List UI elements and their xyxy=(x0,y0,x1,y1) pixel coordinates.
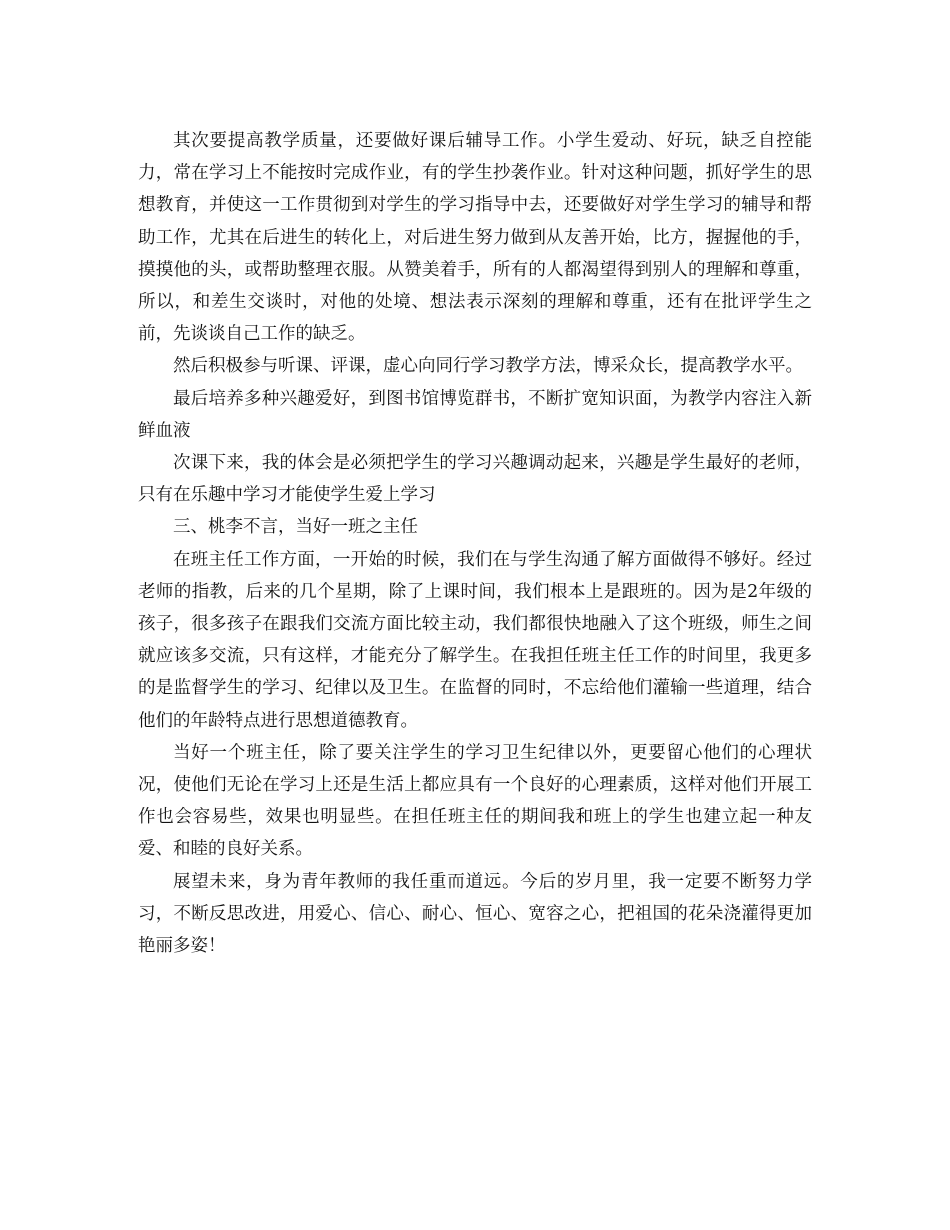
paragraph-teaching-reflection: 次课下来，我的体会是必须把学生的学习兴趣调动起来，兴趣是学生最好的老师，只有在乐趣中学习才能使学生爱上学习 xyxy=(138,453,812,506)
paragraph-class-teacher-work: 在班主任工作方面，一开始的时候，我们在与学生沟通了解方面做得不够好。经过老师的指教，后来的几个星期，除了上课时间，我们根本上是跟班的。因为是2年级的孩子，很多孩子在跟我们交流方面比较主动，我们都很快地融入了这个班级，师生之间就应该多交流，只有这样，才能充分了解学生。在我担任班主任工作的时间里，我更多的是监督学生的学习、纪律以及卫生。在监督的同时，不忘给他们灌输一些道理，结合他们的年龄特点进行思想道德教育。 xyxy=(138,549,812,731)
section-heading-class-teacher: 三、桃李不言，当好一班之主任 xyxy=(173,517,418,538)
paragraph-lesson-observation: 然后积极参与听课、评课，虚心向同行学习教学方法，博采众长，提高教学水平。 xyxy=(173,356,803,377)
paragraph-tutoring: 其次要提高教学质量，还要做好课后辅导工作。小学生爱动、好玩，缺乏自控能力，常在学习上不能按时完成作业，有的学生抄袭作业。针对这种问题，抓好学生的思想教育，并使这一工作贯彻到对学生的学习指导中去，还要做好对学生学习的辅导和帮助工作，尤其在后进生的转化上，对后进生努力做到从友善开始，比方，握握他的手，摸摸他的头，或帮助整理衣服。从赞美着手，所有的人都渴望得到别人的理解和尊重，所以，和差生交谈时，对他的处境、想法表示深刻的理解和尊重，还有在批评学生之前，先谈谈自己工作的缺乏。 xyxy=(138,131,812,345)
document-page xyxy=(138,125,812,962)
paragraph-psychology: 当好一个班主任，除了要关注学生的学习卫生纪律以外，更要留心他们的心理状况，使他们无论在学习上还是生活上都应具有一个良好的心理素质，这样对他们开展工作也会容易些，效果也明显些。在担任班主任的期间我和班上的学生也建立起一种友爱、和睦的良好关系。 xyxy=(138,742,812,860)
paragraph-interests: 最后培养多种兴趣爱好，到图书馆博览群书，不断扩宽知识面，为教学内容注入新鲜血液 xyxy=(138,388,812,441)
paragraph-outlook: 展望未来，身为青年教师的我任重而道远。今后的岁月里，我一定要不断努力学习，不断反思改进，用爱心、信心、耐心、恒心、宽容之心，把祖国的花朵浇灌得更加艳丽多姿！ xyxy=(138,871,812,957)
